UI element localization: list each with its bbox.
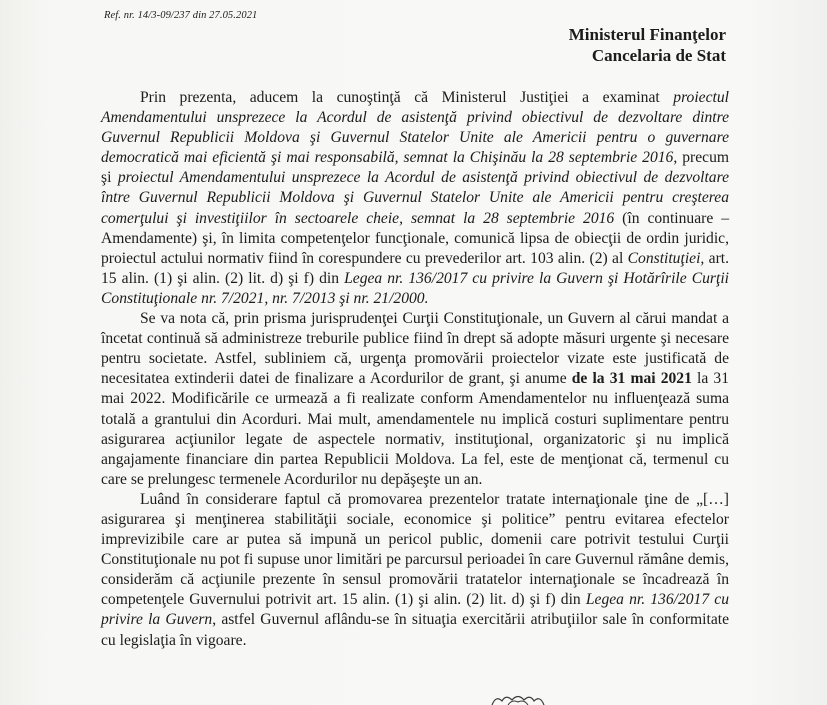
recipient-ministry: Ministerul Finanţelor — [568, 25, 726, 44]
italic-segment: Legea nr. 136/2017 cu privire la Guvern — [101, 591, 729, 629]
stamp-fragment-icon — [488, 693, 548, 705]
text-segment: , precum şi — [101, 149, 729, 187]
paragraph-1 — [101, 88, 729, 309]
recipient-block — [569, 24, 726, 66]
italic-segment: proiectul Amendamentului unsprezece la Acordul de asistenţă privind obiectivul de dezvoltare dintre Guvernul Republicii Moldova şi Guvernul Statelor Unite ale Americii pentru o guvernare democratică mai eficientă şi mai responsabilă, semnat la Chişinău la 28 septembrie 2016 — [101, 89, 729, 167]
letter-body — [101, 88, 729, 651]
italic-segment: Legea nr. 136/2017 cu privire la Guvern şi Hotărîrile Curţii Constituţionale nr. 7/2021, nr. 7/2013 şi nr. 21/2000. — [101, 269, 729, 307]
text-segment: , astfel Guvernul aflându-se în situaţia exercitării atribuţiilor sale în conformitate cu legislaţia în vigoare. — [101, 611, 729, 649]
text-segment: la 31 mai 2022. Modificările ce urmează a fi realizate conform Amendamentelor nu influenţează suma totală a grantului din Acorduri. Mai mult, amendamentele nu implică costuri suplimentare pentru asigurarea acţiunilor legate de aspectele normativ, instituţional, organizatoric şi nu implică angajamente financiare din partea Republicii Moldova. La fel, este de menţionat că, termenul cu care se prelungesc termenele Acordurilor nu depăşeşte un an. — [101, 370, 729, 488]
text-segment: Prin prezenta, aducem la cunoştinţă că Ministerul Justiţiei a examinat — [140, 89, 674, 106]
text-segment: Luând în considerare faptul că promovarea prezentelor tratate internaţionale ţine de „[…] asigurarea şi menţinerea stabilităţii sociale, economice şi politice” pentru evitarea efectelor imprevizibile care ar putea să impună un pericol public, domenii care potrivit testului Curţii Constituţionale nu pot fi supuse unor limitări pe parcursul perioadei în care Guvernul rămâne demis, considerăm că acţiunile prezente în sensul promovării tratatelor internaţionale se încadrează în competenţele Guvernului potrivit art. 15 alin. (1) şi alin. (2) lit. d) şi f) din — [101, 490, 729, 609]
reference-number: Ref. nr. 14/3-09/237 din 27.05.2021 — [104, 10, 258, 21]
text-segment: Se va nota că, prin prisma jurisprudenţei Curţii Constituţionale, un Guvern al cărui mandat a încetat continuă să administreze treburile publice fiind în drept să adopte măsuri urgente şi necesare pentru societate. Astfel, subliniem că, urgenţa promovării proiectelor vizate este justificată de necesitatea extinderii datei de finalizare a Acordurilor de grant, şi anume — [101, 310, 729, 388]
text-segment: art. 15 alin. (1) şi alin. (2) lit. d) şi f) din — [101, 249, 729, 287]
text-segment: (în continuare – Amendamente) şi, în limita competenţelor funcţionale, comunică lipsa de obiecţii de ordin juridic, proiectul actului normativ fiind în corespundere cu prevederilor art. 103 alin. (2) al — [101, 209, 729, 267]
bold-segment: de la 31 mai 2021 — [571, 370, 692, 388]
paragraph-2 — [101, 309, 729, 490]
italic-segment: Constituţiei, — [627, 249, 705, 267]
recipient-chancellery: Cancelaria de Stat — [591, 46, 726, 65]
italic-segment: proiectul Amendamentului unsprezece la Acordul de asistenţă privind obiectivul de dezvoltare între Guvernul Republicii Moldova şi Guvernul Statelor Unite ale Americii pentru creşterea comerţului şi investiţiilor în sectoarele cheie, semnat la 28 septembrie 2016 — [101, 169, 729, 227]
paragraph-3 — [101, 490, 729, 651]
